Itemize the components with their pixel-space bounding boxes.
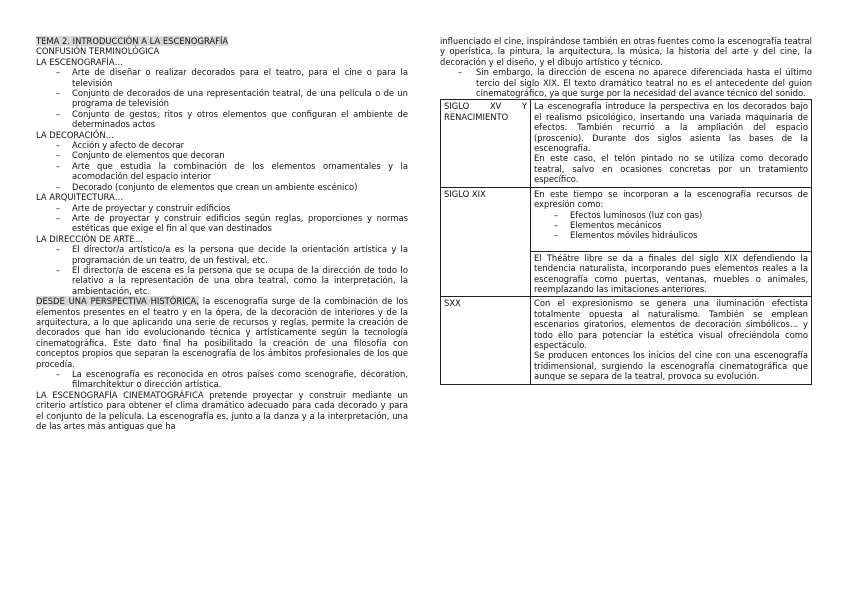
list-item: – Conjunto de decorados de una representación teatral, de una película o de un programa de televisión — [36, 88, 408, 109]
historia-text: la escenografía surge de la combinación de los elementos presentes en el teatro y en la ópera, de la decoración de interiores y de la arquitectura, a lo que aplicando una serie de recursos y reglas, permite la creación de decorados que han ido evolucionando técnica y artísticamente según la tecnología cinematográfica. Este dato final ha posibilitado la creación de una filosofía con conceptos propios que separan la escenografía de los ámbitos profesionales de los que procedía. — [36, 296, 408, 369]
arquitectura-heading: LA ARQUITECTURA… — [36, 192, 124, 203]
list-item: – Arte que estudia la combinación de los elementos ornamentales y la acomodación del espacio interior — [36, 161, 408, 182]
list-item: – El director/a artístico/a es la persona que decide la orientación artística y la programación de un teatro, de un festival, etc. — [36, 244, 408, 265]
cell-paragraph: Se producen entonces los inicios del cine con una escenografía tridimensional, surgiendo la escenografía cinematográfica que aunque se separa de la teatral, provoca su evolución. — [534, 350, 808, 382]
direccion-heading: LA DIRECCIÓN DE ARTE… — [36, 233, 144, 244]
subtitle: CONFUSIÓN TERMINOLÓGICA — [36, 46, 160, 57]
right-column — [440, 36, 812, 385]
list-item: – Acción y afecto de decorar — [36, 140, 408, 150]
cell-paragraph: La escenografía introduce la perspectiva en los decorados bajo el realismo psicológico, insertando una variada maquinaria de efectos. También recurrió a la ampliación del espacio (proscenio). Durante dos siglos asienta las bases de la escenografía. — [534, 101, 808, 154]
era-cell: SIGLO XIX — [441, 187, 531, 297]
list-item: – La escenografía es reconocida en otros países como scenografie, décoration, filmarchitektur o dirección artística. — [36, 369, 408, 390]
list-item: – Arte de diseñar o realizar decorados para el teatro, para el cine o para la televisión — [36, 67, 408, 88]
table-row — [441, 100, 812, 187]
page-title: TEMA 2. INTRODUCCIÓN A LA ESCENOGRAFÍA — [36, 36, 229, 46]
cine-paragraph: LA ESCENOGRAFÍA CINEMATOGRÁFICA pretende proyectar y construir mediante un criterio artístico para obtener el clima dramático adecuado para cada decorado y para el conjunto de la película. La escenografía es, junto a la danza y a la interpretación, una de las artes más antiguas que ha — [36, 389, 408, 432]
cell-paragraph: Con el expresionismo se genera una iluminación efectista totalmente opuesta al naturalismo. También se emplean escenarios giratorios, elementos de decoración simbólicos… y todo ello para potenciar la estética visual ofreciéndola como espectáculo. — [534, 298, 808, 350]
description-cell — [531, 251, 812, 297]
resources-list — [534, 210, 808, 241]
table-row — [441, 297, 812, 384]
historia-highlight: DESDE UNA PERSPECTIVA HISTÓRICA, — [36, 296, 199, 307]
list-item: – Elementos móviles hidráulicos — [534, 230, 808, 240]
arquitectura-list — [36, 203, 408, 234]
era-cell: SXX — [441, 297, 531, 384]
decoracion-heading: LA DECORACIÓN… — [36, 129, 115, 140]
description-cell — [531, 100, 812, 187]
historia-paragraph — [36, 296, 408, 369]
list-item: – Arte de proyectar y construir edificios según reglas, proporciones y normas estéticas que exige el fin al que van destinados — [36, 213, 408, 234]
description-cell — [531, 297, 812, 384]
cell-paragraph: En este caso, el telón pintado no se utiliza como decorado teatral, salvo en ocasiones concretas por un tratamiento específico. — [534, 153, 808, 185]
table-row — [441, 187, 812, 251]
list-item: – Decorado (conjunto de elementos que crean un ambiente escénico) — [36, 182, 408, 192]
list-item: – Arte de proyectar y construir edificios — [36, 203, 408, 213]
description-cell — [531, 187, 812, 251]
left-column — [36, 36, 408, 431]
era-cell: SIGLO XV Y RENACIMIENTO — [441, 100, 531, 187]
history-table — [440, 99, 812, 384]
escenografia-list — [36, 67, 408, 129]
escenografia-heading: LA ESCENOGRAFÍA… — [36, 56, 123, 67]
cell-paragraph: En este tiempo se incorporan a la escenografía recursos de expresión como: — [534, 188, 808, 210]
list-item: – Efectos luminosos (luz con gas) — [534, 210, 808, 220]
list-item: – Conjunto de gestos, ritos y otros elementos que configuran el ambiente de determinados actos — [36, 109, 408, 130]
intro-list — [440, 67, 812, 98]
cell-paragraph: El Théâtre libre se da a finales del siglo XIX defendiendo la tendencia naturalista, incorporando pues elementos reales a la escenografía como puertas, ventanas, muebles o animales, reemplazando las imitaciones anteriores. — [534, 252, 808, 294]
historia-list — [36, 369, 408, 390]
list-item: – El director/a de escena es la persona que se ocupa de la dirección de todo lo relativo a la representación de una obra teatral, como la interpretación, la ambientación, etc. — [36, 265, 408, 296]
list-item: – Sin embargo, la dirección de escena no aparece diferenciada hasta el último tercio del siglo XIX. El texto dramático teatral no es el antecedente del guion cinematográfico, ya que surge por la necesidad del avance técnico del sonido. — [440, 67, 812, 98]
direccion-list — [36, 244, 408, 296]
decoracion-list — [36, 140, 408, 192]
list-item: – Elementos mecánicos — [534, 220, 808, 230]
list-item: – Conjunto de elementos que decoran — [36, 150, 408, 160]
intro-paragraph: influenciado el cine, inspirándose también en otras fuentes como la escenografía teatral y operística, la pintura, la arquitectura, la música, la historia del arte y del cine, la decoración y el diseño, y el dibujo artístico y técnico. — [440, 36, 812, 67]
